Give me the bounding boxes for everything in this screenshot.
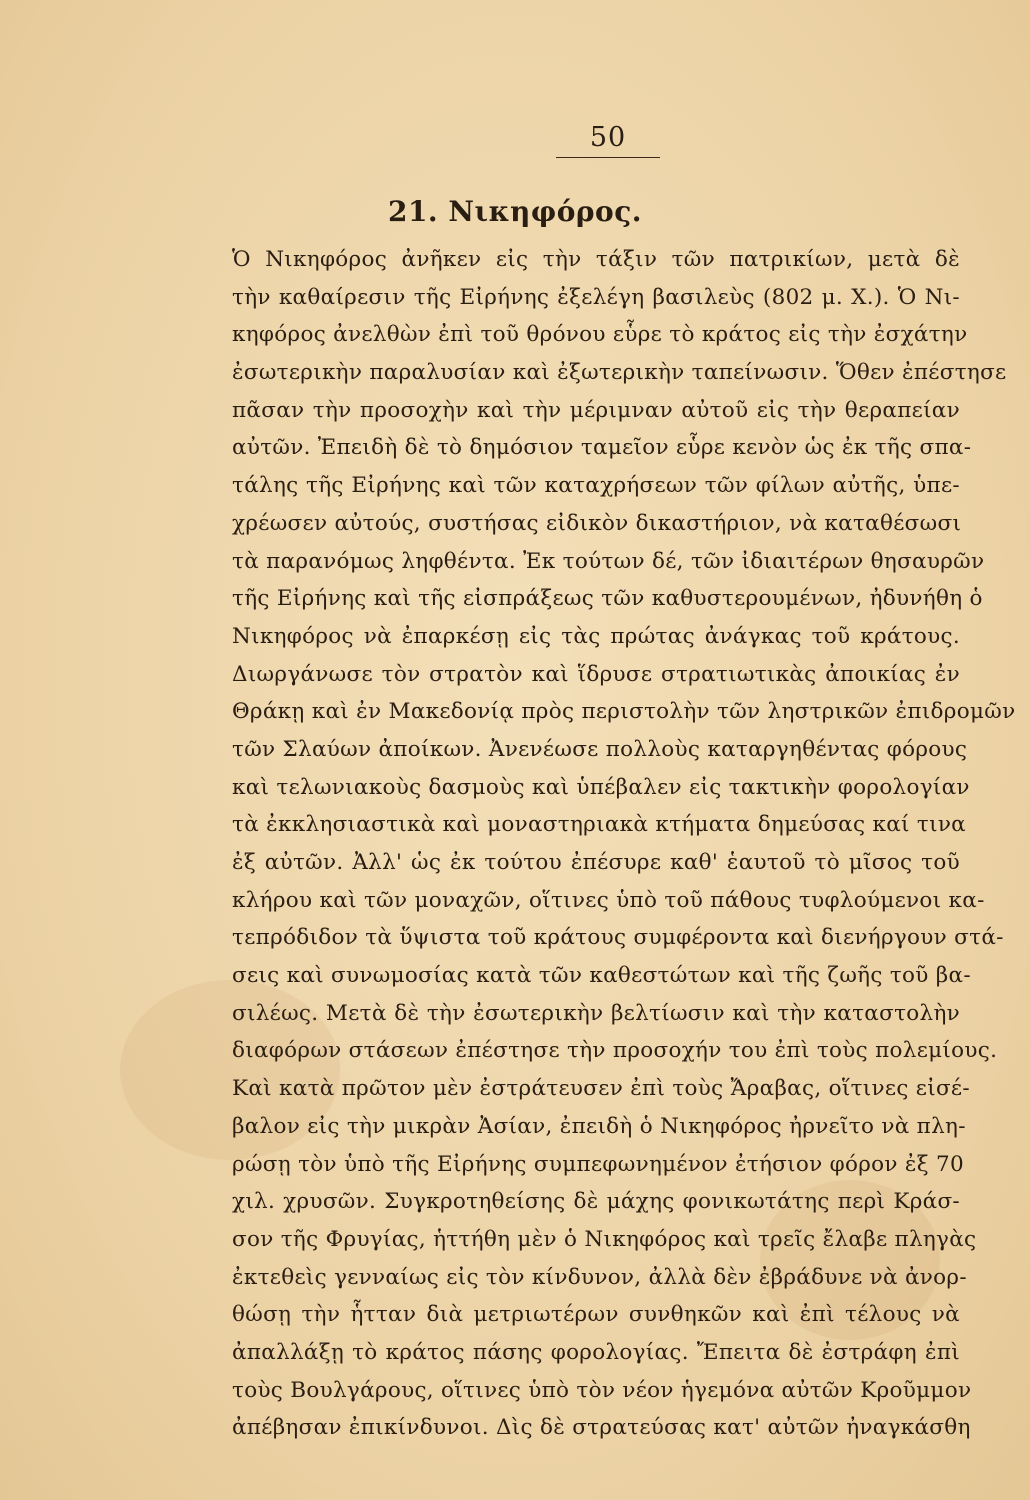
text-line: σον τῆς Φρυγίας, ἡττήθη μὲν ὁ Νικηφόρος καὶ τρεῖς ἔλαβε πληγὰς (232, 1226, 977, 1252)
text-line: ἐσωτερικὴν παραλυσίαν καὶ ἐξωτερικὴν ταπείνωσιν. Ὅθεν ἐπέστησε (232, 360, 1007, 386)
text-line: ἀπέβησαν ἐπικίνδυνοι. Δὶς δὲ στρατεύσας κατ' αὐτῶν ἠναγκάσθη (232, 1415, 971, 1441)
text-line: τάλης τῆς Εἰρήνης καὶ τῶν καταχρήσεων τῶν φίλων αὐτῆς, ὑπε- (232, 473, 960, 499)
text-line: Διωργάνωσε τὸν στρατὸν καὶ ἵδρυσε στρατιωτικὰς ἀποικίας ἐν (232, 661, 960, 687)
text-line: τὴν καθαίρεσιν τῆς Εἰρήνης ἐξελέγη βασιλεὺς (802 μ. Χ.). Ὁ Νι- (232, 284, 960, 310)
text-line: τεπρόδιδον τὰ ὕψιστα τοῦ κράτους συμφέροντα καὶ διενήργουν στά- (232, 925, 1004, 951)
text-line: τὰ ἐκκλησιαστικὰ καὶ μοναστηριακὰ κτήματα δημεύσας καί τινα (232, 812, 967, 838)
text-line: βαλον εἰς τὴν μικρὰν Ἀσίαν, ἐπειδὴ ὁ Νικηφόρος ἠρνεῖτο νὰ πλη- (232, 1113, 966, 1139)
text-line: κηφόρος ἀνελθὼν ἐπὶ τοῦ θρόνου εὗρε τὸ κράτος εἰς τὴν ἐσχάτην (232, 322, 968, 348)
text-line: θώσῃ τὴν ἧτταν διὰ μετριωτέρων συνθηκῶν καὶ ἐπὶ τέλους νὰ (232, 1302, 960, 1328)
text-line: καὶ τελωνιακοὺς δασμοὺς καὶ ὑπέβαλεν εἰς τακτικὴν φορολογίαν (232, 774, 970, 800)
text-line: διαφόρων στάσεων ἐπέστησε τὴν προσοχήν του ἐπὶ τοὺς πολεμίους. (232, 1038, 998, 1064)
page-number: 50 (589, 122, 627, 153)
text-line: ἀπαλλάξῃ τὸ κράτος πάσης φορολογίας. Ἔπειτα δὲ ἐστράφη ἐπὶ (232, 1339, 960, 1365)
text-line: τῆς Εἰρήνης καὶ τῆς εἰσπράξεως τῶν καθυστερουμένων, ἠδυνήθη ὁ (232, 586, 983, 612)
text-line: ρώσῃ τὸν ὑπὸ τῆς Εἰρήνης συμπεφωνημένον ἐτήσιον φόρον ἐξ 70 (232, 1151, 964, 1177)
text-line: Νικηφόρος νὰ ἐπαρκέσῃ εἰς τὰς πρώτας ἀνάγκας τοῦ κράτους. (232, 623, 960, 649)
text-line: χρέωσεν αὐτούς, συστήσας εἰδικὸν δικαστήριον, νὰ καταθέσωσι (232, 510, 962, 536)
text-line: αὐτῶν. Ἐπειδὴ δὲ τὸ δημόσιον ταμεῖον εὗρε κενὸν ὡς ἐκ τῆς σπα- (232, 435, 972, 461)
text-line: πᾶσαν τὴν προσοχὴν καὶ τὴν μέριμναν αὐτοῦ εἰς τὴν θεραπείαν (232, 397, 960, 423)
body-text (232, 241, 1016, 1447)
page-number-rule (556, 157, 660, 158)
text-line: ἐκτεθεὶς γενναίως εἰς τὸν κίνδυνον, ἀλλὰ δὲν ἐβράδυνε νὰ ἀνορ- (232, 1264, 967, 1290)
text-line: τῶν Σλαύων ἀποίκων. Ἀνενέωσε πολλοὺς καταργηθέντας φόρους (232, 736, 968, 762)
text-line: Καὶ κατὰ πρῶτον μὲν ἐστράτευσεν ἐπὶ τοὺς Ἄραβας, οἵτινες εἰσέ- (232, 1076, 970, 1102)
text-line: Ὁ Νικηφόρος ἀνῆκεν εἰς τὴν τάξιν τῶν πατρικίων, μετὰ δὲ (232, 247, 960, 272)
text-line: σεις καὶ συνωμοσίας κατὰ τῶν καθεστώτων καὶ τῆς ζωῆς τοῦ βα- (232, 963, 971, 989)
text-line: Θράκῃ καὶ ἐν Μακεδονίᾳ πρὸς περιστολὴν τῶν ληστρικῶν ἐπιδρομῶν (232, 699, 1016, 725)
text-line: σιλέως. Μετὰ δὲ τὴν ἐσωτερικὴν βελτίωσιν καὶ τὴν καταστολὴν (232, 1000, 960, 1026)
text-line: χιλ. χρυσῶν. Συγκροτηθείσης δὲ μάχης φονικωτάτης περὶ Κράσ- (232, 1189, 960, 1215)
text-line: κλήρου καὶ τῶν μοναχῶν, οἵτινες ὑπὸ τοῦ πάθους τυφλούμενοι κα- (232, 887, 985, 913)
text-line: ἐξ αὐτῶν. Ἀλλ' ὡς ἐκ τούτου ἐπέσυρε καθ' ἑαυτοῦ τὸ μῖσος τοῦ (232, 850, 960, 875)
text-line: τοὺς Βουλγάρους, οἵτινες ὑπὸ τὸν νέον ἡγεμόνα αὐτῶν Κροῦμμον (232, 1377, 972, 1403)
chapter-heading: 21. Νικηφόρος. (387, 195, 643, 228)
text-line: τὰ παρανόμως ληφθέντα. Ἐκ τούτων δέ, τῶν ἰδιαιτέρων θησαυρῶν (232, 548, 985, 574)
